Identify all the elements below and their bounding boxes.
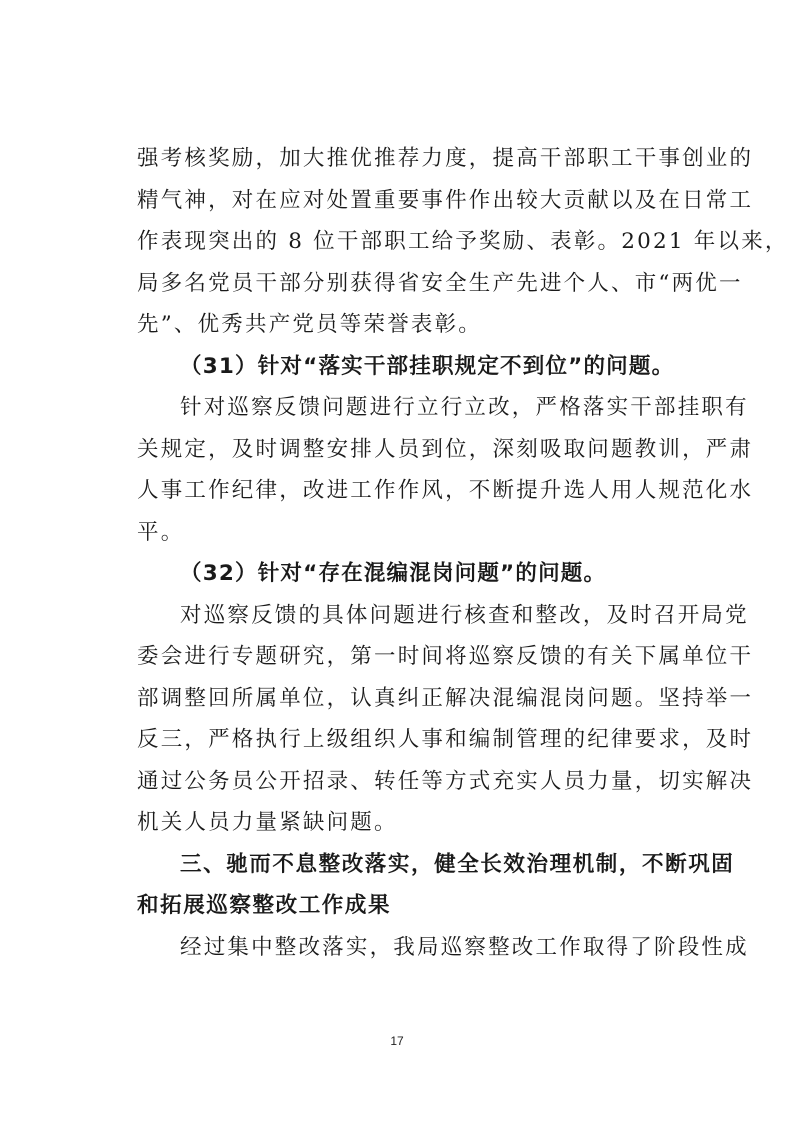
text-line: 反三，严格执行上级组织人事和编制管理的纪律要求，及时 xyxy=(137,727,754,752)
subheading-text: （31）针对“落实干部挂职规定不到位”的问题。 xyxy=(180,353,675,379)
subheading-31 xyxy=(137,346,689,388)
section-heading-text: 三、驰而不息整改落实，健全长效治理机制，不断巩固 xyxy=(180,851,735,877)
text-line: 通过公务员公开招录、转任等方式充实人员力量，切实解决 xyxy=(137,768,754,794)
text-line: 作表现突出的 8 位干部职工给予奖励、表彰。2021 年以来， xyxy=(137,229,789,254)
text-line: 机关人员力量紧缺问题。 xyxy=(137,810,398,835)
section-heading-3 xyxy=(137,844,735,927)
paragraph-continuation xyxy=(137,138,789,346)
paragraph-final xyxy=(137,927,749,969)
text-line: 针对巡察反馈问题进行立行立改，严格落实干部挂职有 xyxy=(180,395,749,420)
subheading-32 xyxy=(137,553,689,595)
paragraph-32-body xyxy=(137,595,754,844)
section-heading-text: 和拓展巡察整改工作成果 xyxy=(137,893,392,918)
text-line: 强考核奖励，加大推优推荐力度，提高干部职工干事创业的 xyxy=(137,146,754,171)
page-number: 17 xyxy=(390,1034,404,1048)
text-line: 对巡察反馈的具体问题进行核查和整改，及时召开局党 xyxy=(180,602,749,628)
text-line: 经过集中整改落实，我局巡察整改工作取得了阶段性成 xyxy=(180,934,749,960)
paragraph-31-body xyxy=(137,387,754,553)
text-line: 关规定，及时调整安排人员到位，深刻吸取问题教训，严肃 xyxy=(137,436,754,462)
text-line: 委会进行专题研究，第一时间将巡察反馈的有关下属单位干 xyxy=(137,644,754,669)
text-line: 局多名党员干部分别获得省安全生产先进个人、市“两优一 xyxy=(137,270,743,296)
text-line: 精气神，对在应对处置重要事件作出较大贡献以及在日常工 xyxy=(137,187,754,213)
text-line: 平。 xyxy=(137,519,185,545)
document-page xyxy=(137,138,789,968)
text-line: 人事工作纪律，改进工作作风，不断提升选人用人规范化水 xyxy=(137,478,754,503)
subheading-text: （32）针对“存在混编混岗问题”的问题。 xyxy=(180,561,607,586)
text-line: 先”、优秀共产党员等荣誉表彰。 xyxy=(137,312,482,337)
text-line: 部调整回所属单位，认真纠正解决混编混岗问题。坚持举一 xyxy=(137,685,754,711)
